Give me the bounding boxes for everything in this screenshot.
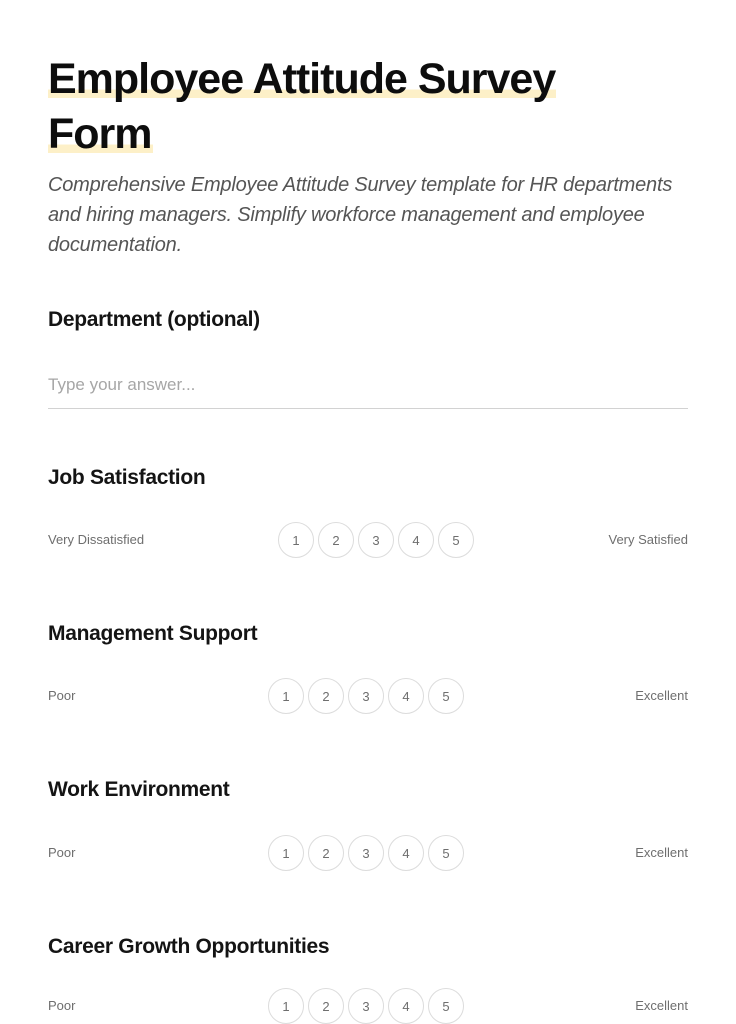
rating-option-4[interactable]: 4 [398,522,434,558]
rating-option-2[interactable]: 2 [318,522,354,558]
scale-high-label: Very Satisfied [608,532,688,547]
rating-option-5[interactable]: 5 [428,988,464,1024]
management-support-label: Management Support [48,622,258,645]
rating-option-1[interactable]: 1 [268,988,304,1024]
form-title [48,52,668,162]
rating-option-1[interactable]: 1 [278,522,314,558]
rating-option-1[interactable]: 1 [268,678,304,714]
scale-low-label: Poor [48,998,76,1013]
rating-option-3[interactable]: 3 [348,988,384,1024]
department-label: Department (optional) [48,308,260,331]
rating-option-2[interactable]: 2 [308,988,344,1024]
form-description: Comprehensive Employee Attitude Survey template for HR departments and hiring managers. Simplify workforce management and employee documentation. [48,174,673,256]
work-environment-label: Work Environment [48,778,230,801]
rating-option-3[interactable]: 3 [348,678,384,714]
scale-high-label: Excellent [635,688,688,703]
scale-low-label: Poor [48,688,76,703]
rating-option-2[interactable]: 2 [308,678,344,714]
rating-option-3[interactable]: 3 [348,835,384,871]
rating-option-1[interactable]: 1 [268,835,304,871]
rating-option-4[interactable]: 4 [388,678,424,714]
management-support-scale [48,678,688,714]
job-satisfaction-scale [48,522,688,558]
scale-low-label: Poor [48,845,76,860]
work-environment-scale [48,835,688,871]
rating-option-5[interactable]: 5 [428,835,464,871]
scale-low-label: Very Dissatisfied [48,532,145,547]
rating-option-2[interactable]: 2 [308,835,344,871]
scale-high-label: Excellent [635,998,688,1013]
rating-option-3[interactable]: 3 [358,522,394,558]
department-input[interactable] [48,362,688,409]
rating-option-4[interactable]: 4 [388,835,424,871]
rating-options [268,988,464,1024]
career-growth-label: Career Growth Opportunities [48,935,330,958]
rating-options [268,678,464,714]
job-satisfaction-label: Job Satisfaction [48,466,206,489]
form-title-line-1: Employee Attitude Survey [48,55,556,103]
rating-option-5[interactable]: 5 [428,678,464,714]
scale-high-label: Excellent [635,845,688,860]
rating-option-5[interactable]: 5 [438,522,474,558]
rating-option-4[interactable]: 4 [388,988,424,1024]
career-growth-scale [48,988,688,1024]
rating-options [268,835,464,871]
rating-options [278,522,474,558]
form-title-line-2: Form [48,110,152,158]
